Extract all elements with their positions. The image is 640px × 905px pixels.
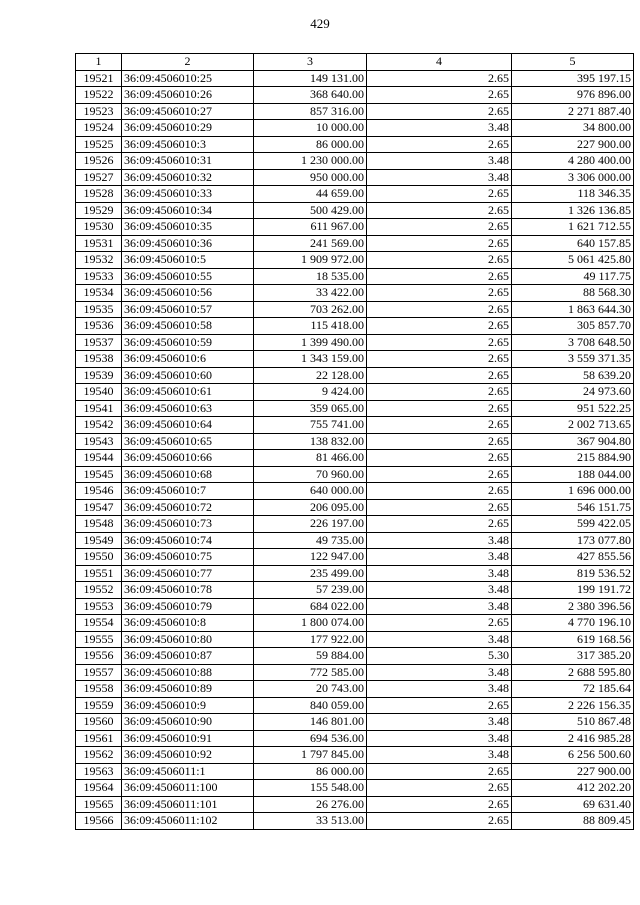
row-number: 19556	[76, 648, 122, 665]
table-row	[76, 417, 634, 434]
value-col-5: 1 863 644.30	[512, 301, 634, 318]
value-col-5: 599 422.05	[512, 516, 634, 533]
coefficient: 3.48	[367, 565, 512, 582]
value-col-5: 546 151.75	[512, 499, 634, 516]
cadastral-number: 36:09:4506010:88	[122, 664, 254, 681]
value-col-5: 49 117.75	[512, 268, 634, 285]
coefficient: 3.48	[367, 549, 512, 566]
row-number: 19523	[76, 103, 122, 120]
value-col-5: 188 044.00	[512, 466, 634, 483]
page-number: 429	[310, 16, 330, 31]
value-col-3: 368 640.00	[254, 87, 367, 104]
value-col-3: 684 022.00	[254, 598, 367, 615]
cadastral-number: 36:09:4506010:58	[122, 318, 254, 335]
row-number: 19563	[76, 763, 122, 780]
cadastral-number: 36:09:4506010:25	[122, 70, 254, 87]
table-row	[76, 763, 634, 780]
row-number: 19528	[76, 186, 122, 203]
coefficient: 2.65	[367, 400, 512, 417]
value-col-5: 215 884.90	[512, 450, 634, 467]
table-row	[76, 549, 634, 566]
table-row	[76, 351, 634, 368]
value-col-3: 241 569.00	[254, 235, 367, 252]
row-number: 19546	[76, 483, 122, 500]
value-col-5: 227 900.00	[512, 763, 634, 780]
value-col-3: 20 743.00	[254, 681, 367, 698]
table-row	[76, 598, 634, 615]
value-col-3: 9 424.00	[254, 384, 367, 401]
coefficient: 2.65	[367, 780, 512, 797]
coefficient: 2.65	[367, 483, 512, 500]
value-col-3: 950 000.00	[254, 169, 367, 186]
cadastral-number: 36:09:4506010:61	[122, 384, 254, 401]
row-number: 19552	[76, 582, 122, 599]
row-number: 19561	[76, 730, 122, 747]
value-col-5: 951 522.25	[512, 400, 634, 417]
value-col-3: 694 536.00	[254, 730, 367, 747]
table-row	[76, 70, 634, 87]
row-number: 19565	[76, 796, 122, 813]
table-row	[76, 103, 634, 120]
table-row	[76, 153, 634, 170]
row-number: 19564	[76, 780, 122, 797]
value-col-5: 173 077.80	[512, 532, 634, 549]
value-col-5: 227 900.00	[512, 136, 634, 153]
value-col-5: 3 708 648.50	[512, 334, 634, 351]
coefficient: 3.48	[367, 747, 512, 764]
column-header-3: 3	[254, 54, 367, 71]
value-col-3: 755 741.00	[254, 417, 367, 434]
value-col-3: 149 131.00	[254, 70, 367, 87]
value-col-5: 4 770 196.10	[512, 615, 634, 632]
table-row	[76, 252, 634, 269]
value-col-5: 58 639.20	[512, 367, 634, 384]
cadastral-number: 36:09:4506010:34	[122, 202, 254, 219]
row-number: 19525	[76, 136, 122, 153]
value-col-3: 500 429.00	[254, 202, 367, 219]
cadastral-number: 36:09:4506010:3	[122, 136, 254, 153]
table-row	[76, 796, 634, 813]
table-row	[76, 384, 634, 401]
row-number: 19535	[76, 301, 122, 318]
row-number: 19547	[76, 499, 122, 516]
value-col-3: 235 499.00	[254, 565, 367, 582]
cadastral-number: 36:09:4506010:60	[122, 367, 254, 384]
row-number: 19539	[76, 367, 122, 384]
coefficient: 2.65	[367, 252, 512, 269]
coefficient: 2.65	[367, 384, 512, 401]
coefficient: 2.65	[367, 136, 512, 153]
value-col-3: 772 585.00	[254, 664, 367, 681]
value-col-3: 359 065.00	[254, 400, 367, 417]
cadastral-number: 36:09:4506010:32	[122, 169, 254, 186]
value-col-3: 33 513.00	[254, 813, 367, 830]
coefficient: 2.65	[367, 186, 512, 203]
table-row	[76, 318, 634, 335]
row-number: 19521	[76, 70, 122, 87]
cadastral-number: 36:09:4506010:56	[122, 285, 254, 302]
coefficient: 2.65	[367, 615, 512, 632]
coefficient: 2.65	[367, 433, 512, 450]
value-col-5: 395 197.15	[512, 70, 634, 87]
coefficient: 2.65	[367, 417, 512, 434]
value-col-5: 367 904.80	[512, 433, 634, 450]
value-col-5: 510 867.48	[512, 714, 634, 731]
value-col-5: 819 536.52	[512, 565, 634, 582]
cadastral-number: 36:09:4506010:7	[122, 483, 254, 500]
value-col-5: 5 061 425.80	[512, 252, 634, 269]
table-row	[76, 202, 634, 219]
value-col-3: 1 343 159.00	[254, 351, 367, 368]
row-number: 19537	[76, 334, 122, 351]
cadastral-number: 36:09:4506010:74	[122, 532, 254, 549]
cadastral-number: 36:09:4506010:79	[122, 598, 254, 615]
table-row	[76, 186, 634, 203]
cadastral-number: 36:09:4506010:80	[122, 631, 254, 648]
coefficient: 2.65	[367, 235, 512, 252]
cadastral-number: 36:09:4506010:63	[122, 400, 254, 417]
row-number: 19548	[76, 516, 122, 533]
value-col-5: 305 857.70	[512, 318, 634, 335]
coefficient: 2.65	[367, 87, 512, 104]
cadastral-number: 36:09:4506010:27	[122, 103, 254, 120]
coefficient: 2.65	[367, 268, 512, 285]
value-col-5: 6 256 500.60	[512, 747, 634, 764]
coefficient: 2.65	[367, 367, 512, 384]
table-row	[76, 730, 634, 747]
table-row	[76, 780, 634, 797]
value-col-3: 226 197.00	[254, 516, 367, 533]
coefficient: 2.65	[367, 351, 512, 368]
value-col-5: 1 621 712.55	[512, 219, 634, 236]
table-row	[76, 433, 634, 450]
value-col-5: 1 326 136.85	[512, 202, 634, 219]
value-col-3: 44 659.00	[254, 186, 367, 203]
row-number: 19543	[76, 433, 122, 450]
cadastral-number: 36:09:4506010:68	[122, 466, 254, 483]
value-col-3: 1 797 845.00	[254, 747, 367, 764]
value-col-3: 33 422.00	[254, 285, 367, 302]
value-col-5: 2 380 396.56	[512, 598, 634, 615]
row-number: 19536	[76, 318, 122, 335]
value-col-5: 2 226 156.35	[512, 697, 634, 714]
cadastral-number: 36:09:4506010:78	[122, 582, 254, 599]
table-row	[76, 169, 634, 186]
row-number: 19551	[76, 565, 122, 582]
cadastral-number: 36:09:4506010:36	[122, 235, 254, 252]
table-row	[76, 120, 634, 137]
cadastral-number: 36:09:4506010:72	[122, 499, 254, 516]
coefficient: 3.48	[367, 664, 512, 681]
value-col-3: 49 735.00	[254, 532, 367, 549]
row-number: 19526	[76, 153, 122, 170]
row-number: 19522	[76, 87, 122, 104]
row-number: 19555	[76, 631, 122, 648]
value-col-5: 24 973.60	[512, 384, 634, 401]
value-col-5: 427 855.56	[512, 549, 634, 566]
table-body	[76, 70, 634, 829]
coefficient: 2.65	[367, 334, 512, 351]
value-col-5: 640 157.85	[512, 235, 634, 252]
table-row	[76, 532, 634, 549]
cadastral-number: 36:09:4506010:65	[122, 433, 254, 450]
coefficient: 3.48	[367, 730, 512, 747]
coefficient: 2.65	[367, 813, 512, 830]
coefficient: 3.48	[367, 598, 512, 615]
registry-table	[75, 53, 634, 830]
value-col-3: 177 922.00	[254, 631, 367, 648]
value-col-3: 840 059.00	[254, 697, 367, 714]
coefficient: 3.48	[367, 153, 512, 170]
cadastral-number: 36:09:4506010:91	[122, 730, 254, 747]
value-col-3: 138 832.00	[254, 433, 367, 450]
cadastral-number: 36:09:4506010:35	[122, 219, 254, 236]
coefficient: 2.65	[367, 697, 512, 714]
table-row	[76, 87, 634, 104]
value-col-3: 86 000.00	[254, 763, 367, 780]
value-col-3: 81 466.00	[254, 450, 367, 467]
cadastral-number: 36:09:4506010:33	[122, 186, 254, 203]
table-row	[76, 301, 634, 318]
row-number: 19532	[76, 252, 122, 269]
value-col-3: 59 884.00	[254, 648, 367, 665]
row-number: 19544	[76, 450, 122, 467]
table-row	[76, 582, 634, 599]
cadastral-number: 36:09:4506010:89	[122, 681, 254, 698]
value-col-3: 10 000.00	[254, 120, 367, 137]
value-col-5: 4 280 400.00	[512, 153, 634, 170]
table-row	[76, 664, 634, 681]
table-row	[76, 483, 634, 500]
value-col-5: 1 696 000.00	[512, 483, 634, 500]
value-col-3: 1 800 074.00	[254, 615, 367, 632]
cadastral-number: 36:09:4506010:29	[122, 120, 254, 137]
value-col-5: 2 271 887.40	[512, 103, 634, 120]
row-number: 19530	[76, 219, 122, 236]
value-col-3: 86 000.00	[254, 136, 367, 153]
row-number: 19562	[76, 747, 122, 764]
value-col-3: 155 548.00	[254, 780, 367, 797]
value-col-5: 317 385.20	[512, 648, 634, 665]
value-col-3: 122 947.00	[254, 549, 367, 566]
value-col-5: 3 306 000.00	[512, 169, 634, 186]
row-number: 19559	[76, 697, 122, 714]
row-number: 19553	[76, 598, 122, 615]
table-row	[76, 615, 634, 632]
value-col-3: 206 095.00	[254, 499, 367, 516]
row-number: 19524	[76, 120, 122, 137]
cadastral-number: 36:09:4506010:6	[122, 351, 254, 368]
coefficient: 2.65	[367, 499, 512, 516]
column-header-1: 1	[76, 54, 122, 71]
value-col-3: 18 535.00	[254, 268, 367, 285]
row-number: 19566	[76, 813, 122, 830]
cadastral-number: 36:09:4506011:102	[122, 813, 254, 830]
coefficient: 5.30	[367, 648, 512, 665]
value-col-3: 703 262.00	[254, 301, 367, 318]
value-col-5: 412 202.20	[512, 780, 634, 797]
row-number: 19531	[76, 235, 122, 252]
table-row	[76, 648, 634, 665]
row-number: 19549	[76, 532, 122, 549]
cadastral-number: 36:09:4506011:1	[122, 763, 254, 780]
cadastral-number: 36:09:4506010:73	[122, 516, 254, 533]
table-row	[76, 219, 634, 236]
value-col-3: 26 276.00	[254, 796, 367, 813]
table-row	[76, 400, 634, 417]
header-row	[76, 54, 634, 71]
table-row	[76, 367, 634, 384]
row-number: 19542	[76, 417, 122, 434]
cadastral-number: 36:09:4506011:100	[122, 780, 254, 797]
coefficient: 3.48	[367, 582, 512, 599]
coefficient: 2.65	[367, 796, 512, 813]
cadastral-number: 36:09:4506010:77	[122, 565, 254, 582]
value-col-5: 619 168.56	[512, 631, 634, 648]
value-col-5: 3 559 371.35	[512, 351, 634, 368]
value-col-5: 2 002 713.65	[512, 417, 634, 434]
table-row	[76, 466, 634, 483]
row-number: 19557	[76, 664, 122, 681]
table-row	[76, 136, 634, 153]
coefficient: 3.48	[367, 714, 512, 731]
table-row	[76, 631, 634, 648]
cadastral-number: 36:09:4506010:92	[122, 747, 254, 764]
value-col-3: 611 967.00	[254, 219, 367, 236]
coefficient: 2.65	[367, 450, 512, 467]
table-row	[76, 499, 634, 516]
cadastral-number: 36:09:4506010:87	[122, 648, 254, 665]
coefficient: 2.65	[367, 103, 512, 120]
coefficient: 2.65	[367, 70, 512, 87]
coefficient: 3.48	[367, 169, 512, 186]
coefficient: 2.65	[367, 516, 512, 533]
value-col-5: 976 896.00	[512, 87, 634, 104]
table-row	[76, 714, 634, 731]
cadastral-number: 36:09:4506010:9	[122, 697, 254, 714]
coefficient: 2.65	[367, 202, 512, 219]
row-number: 19538	[76, 351, 122, 368]
table-row	[76, 681, 634, 698]
value-col-5: 69 631.40	[512, 796, 634, 813]
cadastral-number: 36:09:4506010:8	[122, 615, 254, 632]
table-row	[76, 747, 634, 764]
value-col-3: 70 960.00	[254, 466, 367, 483]
table-row	[76, 813, 634, 830]
table-row	[76, 697, 634, 714]
cadastral-number: 36:09:4506010:26	[122, 87, 254, 104]
table-row	[76, 450, 634, 467]
row-number: 19534	[76, 285, 122, 302]
coefficient: 2.65	[367, 466, 512, 483]
table-row	[76, 334, 634, 351]
row-number: 19540	[76, 384, 122, 401]
value-col-3: 57 239.00	[254, 582, 367, 599]
cadastral-number: 36:09:4506010:90	[122, 714, 254, 731]
coefficient: 3.48	[367, 631, 512, 648]
row-number: 19529	[76, 202, 122, 219]
value-col-5: 34 800.00	[512, 120, 634, 137]
cadastral-number: 36:09:4506010:31	[122, 153, 254, 170]
coefficient: 2.65	[367, 285, 512, 302]
table-row	[76, 268, 634, 285]
cadastral-number: 36:09:4506010:64	[122, 417, 254, 434]
value-col-5: 199 191.72	[512, 582, 634, 599]
coefficient: 2.65	[367, 318, 512, 335]
value-col-3: 115 418.00	[254, 318, 367, 335]
coefficient: 3.48	[367, 681, 512, 698]
column-header-2: 2	[122, 54, 254, 71]
cadastral-number: 36:09:4506010:5	[122, 252, 254, 269]
coefficient: 3.48	[367, 532, 512, 549]
row-number: 19560	[76, 714, 122, 731]
cadastral-number: 36:09:4506010:59	[122, 334, 254, 351]
column-header-4: 4	[367, 54, 512, 71]
table-row	[76, 235, 634, 252]
row-number: 19533	[76, 268, 122, 285]
cadastral-number: 36:09:4506011:101	[122, 796, 254, 813]
coefficient: 2.65	[367, 763, 512, 780]
value-col-5: 88 568.30	[512, 285, 634, 302]
table-row	[76, 516, 634, 533]
coefficient: 2.65	[367, 219, 512, 236]
value-col-3: 146 801.00	[254, 714, 367, 731]
value-col-3: 1 909 972.00	[254, 252, 367, 269]
value-col-3: 857 316.00	[254, 103, 367, 120]
coefficient: 2.65	[367, 301, 512, 318]
column-header-5: 5	[512, 54, 634, 71]
row-number: 19545	[76, 466, 122, 483]
row-number: 19527	[76, 169, 122, 186]
cadastral-number: 36:09:4506010:75	[122, 549, 254, 566]
value-col-5: 118 346.35	[512, 186, 634, 203]
value-col-3: 1 230 000.00	[254, 153, 367, 170]
table-row	[76, 285, 634, 302]
coefficient: 3.48	[367, 120, 512, 137]
row-number: 19558	[76, 681, 122, 698]
value-col-5: 72 185.64	[512, 681, 634, 698]
row-number: 19554	[76, 615, 122, 632]
value-col-5: 2 688 595.80	[512, 664, 634, 681]
row-number: 19541	[76, 400, 122, 417]
value-col-3: 640 000.00	[254, 483, 367, 500]
cadastral-number: 36:09:4506010:66	[122, 450, 254, 467]
value-col-3: 22 128.00	[254, 367, 367, 384]
table-row	[76, 565, 634, 582]
value-col-3: 1 399 490.00	[254, 334, 367, 351]
value-col-5: 2 416 985.28	[512, 730, 634, 747]
cadastral-number: 36:09:4506010:55	[122, 268, 254, 285]
row-number: 19550	[76, 549, 122, 566]
value-col-5: 88 809.45	[512, 813, 634, 830]
table-header	[76, 54, 634, 71]
cadastral-number: 36:09:4506010:57	[122, 301, 254, 318]
